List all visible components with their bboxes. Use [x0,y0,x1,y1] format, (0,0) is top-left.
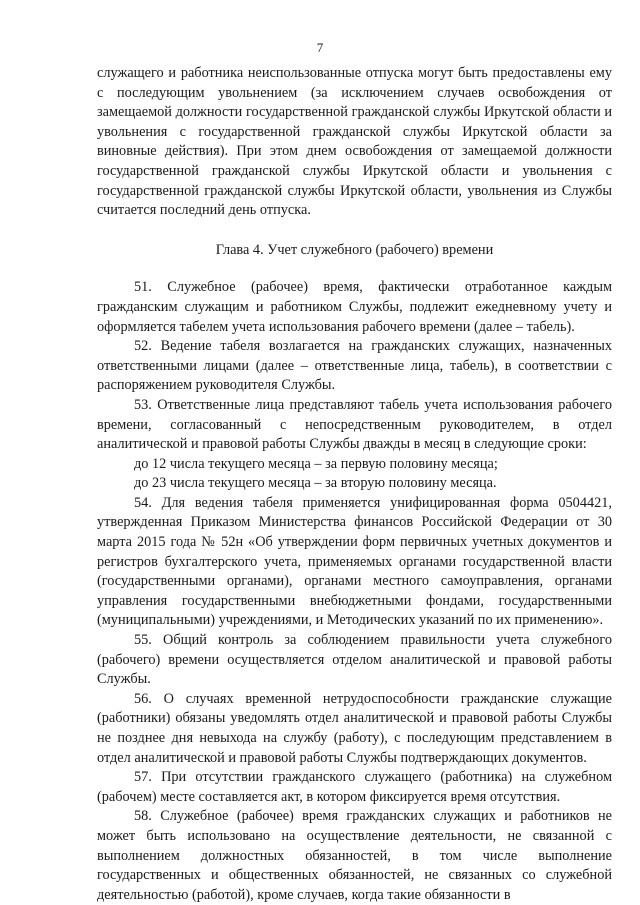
chapter-title: Глава 4. Учет служебного (рабочего) времени [215,241,494,258]
paragraph-53: 53. Ответственные лица представляют табель учета использования рабочего времени, согласованный с непосредственным руководителем, в отдел аналитической и правовой работы Службы дважды в месяц в следующие сроки: [97,396,612,453]
paragraph-53-item-2: до 23 числа текущего месяца – за вторую половину месяца. [134,475,497,492]
document-body [97,64,612,905]
paragraph-56: 56. О случаях временной нетрудоспособности гражданские служащие (работники) обязаны уведомлять отдел аналитической и правовой работы Службы не позднее дня невыхода на службу (работу), с последующим представлением в отдел аналитической и правовой работы Службы подтверждающих документов. [97,690,612,766]
paragraph-57: 57. При отсутствии гражданского служащего (работника) на служебном (рабочем) месте составляется акт, в котором фиксируется время отсутствия. [97,769,612,805]
paragraph-58: 58. Служебное (рабочее) время гражданских служащих и работников не может быть использовано на осуществление деятельности, не связанной с выполнением должностных обязанностей, в том числе выполнение государственных и общественных обязанностей, не связанных со служебной деятельностью (работой), кроме случаев, когда такие обязанности в [97,808,612,903]
page-number: 7 [316,40,324,55]
paragraph-52: 52. Ведение табеля возлагается на гражданских служащих, назначенных ответственными лицами (далее – ответственные лица, табель), в соответствии с распоряжением руководителя Службы. [97,338,612,394]
paragraph-intro: служащего и работника неиспользованные отпуска могут быть предоставлены ему с последующим увольнением (за исключением случаев освобождения от замещаемой должности государственной гражданской службы Иркутской области и увольнения с государственной гражданской службы Иркутской области за виновные действия). При этом днем освобождения от замещаемой должности государственной гражданской службы Иркутской области и увольнения с государственной гражданской службы Иркутской области, увольнения из Службы считается последний день отпуска. [97,65,612,219]
paragraph-55: 55. Общий контроль за соблюдением правильности учета служебного (рабочего) времени осуществляется отделом аналитической и правовой работы Службы. [97,632,612,688]
paragraph-51: 51. Служебное (рабочее) время, фактически отработанное каждым гражданским служащим и работником Службы, подлежит ежедневному учету и оформляется табелем учета использования рабочего времени (далее – табель). [97,279,612,335]
paragraph-53-item-1: до 12 числа текущего месяца – за первую половину месяца; [134,455,498,472]
paragraph-54: 54. Для ведения табеля применяется унифицированная форма 0504421, утвержденная Приказом Министерства финансов Российской Федерации от 30 марта 2015 года № 52н «Об утверждении форм первичных учетных документов и регистров бухгалтерского учета, применяемых органами государственной власти (государственными органами), органами местного самоуправления, органами управления государственными внебюджетными фондами, государственными (муниципальными) учреждениями, и Методических указаний по их применению». [97,494,612,629]
